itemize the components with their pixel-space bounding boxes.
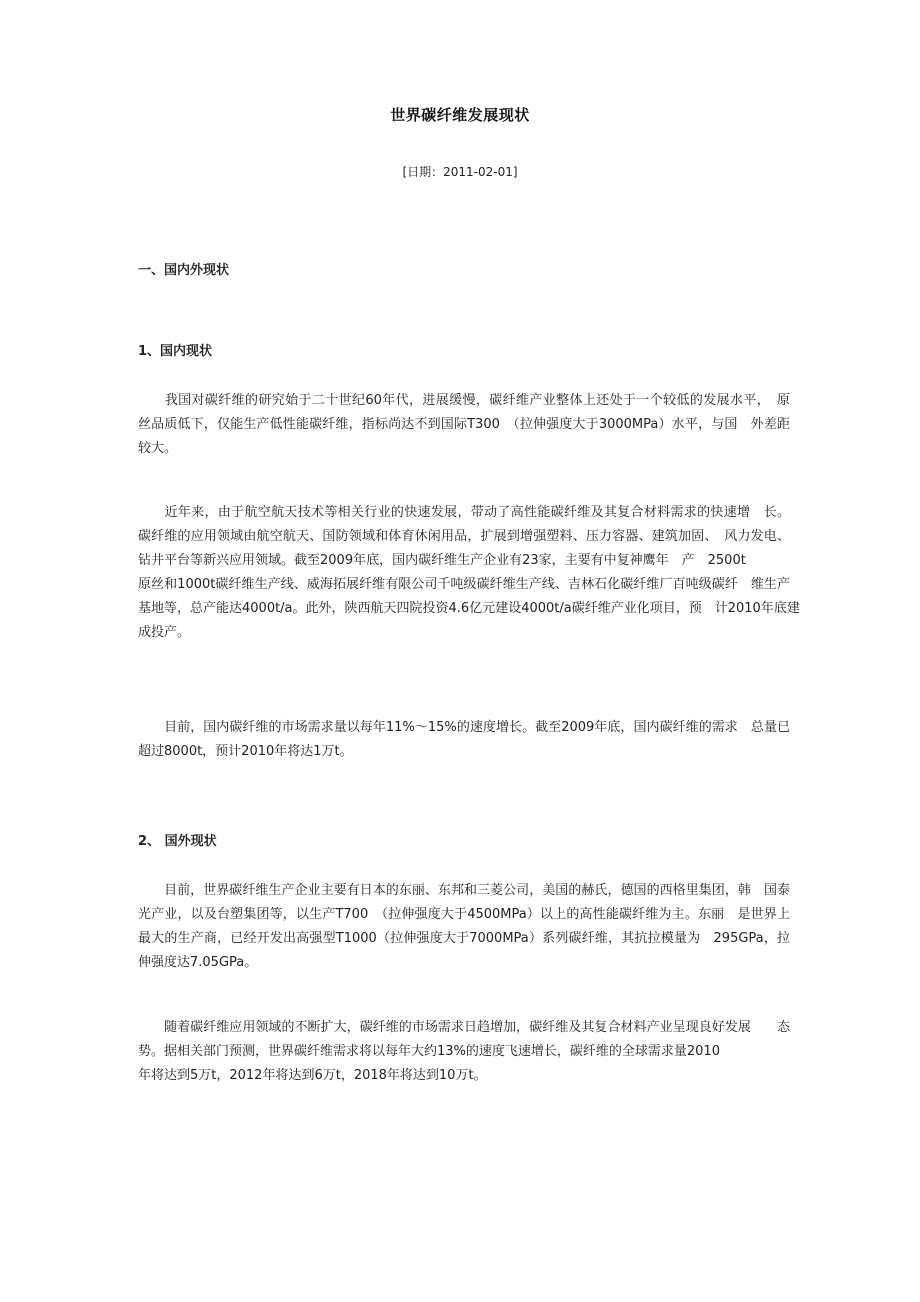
paragraph-foreign-forecast xyxy=(138,1017,790,1089)
paragraph-domestic-recent xyxy=(138,502,800,646)
text-line: 目前，国内碳纤维的市场需求量以每年11%～15%的速度增长。截至2009年底，国内碳纤维的需求 总量已 xyxy=(138,720,790,735)
text-line: 较大。 xyxy=(138,441,178,456)
text-line: 光产业，以及台塑集团等，以生产T700 （拉伸强度大于4500MPa）以上的高性能碳纤维为主。东丽 是世界上 xyxy=(138,907,790,922)
text-line: 年将达到5万t，2012年将达到6万t，2018年将达到10万t。 xyxy=(138,1068,487,1083)
text-line: 碳纤维的应用领域由航空航天、国防领域和体育休闲用品，扩展到增强塑料、压力容器、建筑加固、 风力发电、 xyxy=(138,529,790,544)
text-line: 超过8000t，预计2010年将达1万t。 xyxy=(138,744,353,759)
publish-date: [日期：2011-02-01] xyxy=(402,165,518,179)
text-line: 原丝和1000t碳纤维生产线、威海拓展纤维有限公司千吨级碳纤维生产线、吉林石化碳纤维厂百吨级碳纤 维生产 xyxy=(138,577,790,592)
paragraph-foreign-producers xyxy=(138,880,790,976)
section-heading-status: 一、国内外现状 xyxy=(138,263,230,278)
text-line: 丝品质低下，仅能生产低性能碳纤维，指标尚达不到国际T300 （拉伸强度大于3000MPa）水平，与国 外差距 xyxy=(138,417,790,432)
text-line: 近年来，由于航空航天技术等相关行业的快速发展，带动了高性能碳纤维及其复合材料需求的快速增 长。 xyxy=(138,505,790,520)
text-line: 目前，世界碳纤维生产企业主要有日本的东丽、东邦和三菱公司，美国的赫氏，德国的西格里集团，韩 国泰 xyxy=(138,883,790,898)
paragraph-domestic-demand xyxy=(138,717,790,765)
page-title: 世界碳纤维发展现状 xyxy=(390,106,530,124)
text-line: 基地等，总产能达4000t/a。此外，陕西航天四院投资4.6亿元建设4000t/a碳纤维产业化项目，预 计2010年底建 xyxy=(138,601,800,616)
text-line: 成投产。 xyxy=(138,625,191,640)
text-line: 随着碳纤维应用领域的不断扩大，碳纤维的市场需求日趋增加，碳纤维及其复合材料产业呈现良好发展 态 xyxy=(138,1020,790,1035)
subsection-heading-domestic: 1、国内现状 xyxy=(138,344,213,359)
subsection-heading-foreign: 2、 国外现状 xyxy=(138,834,217,849)
text-line: 最大的生产商，已经开发出高强型T1000（拉伸强度大于7000MPa）系列碳纤维，其抗拉模量为 295GPa，拉 xyxy=(138,931,790,946)
text-line: 伸强度达7.05GPa。 xyxy=(138,955,258,970)
text-line: 我国对碳纤维的研究始于二十世纪60年代，进展缓慢，碳纤维产业整体上还处于一个较低的发展水平， 原 xyxy=(138,393,790,408)
paragraph-domestic-history xyxy=(138,390,790,462)
text-line: 势。据相关部门预测，世界碳纤维需求将以每年大约13%的速度飞速增长，碳纤维的全球需求量2010 xyxy=(138,1044,720,1059)
text-line: 钻井平台等新兴应用领域。截至2009年底，国内碳纤维生产企业有23家，主要有中复神鹰年 产 2500t xyxy=(138,553,746,568)
